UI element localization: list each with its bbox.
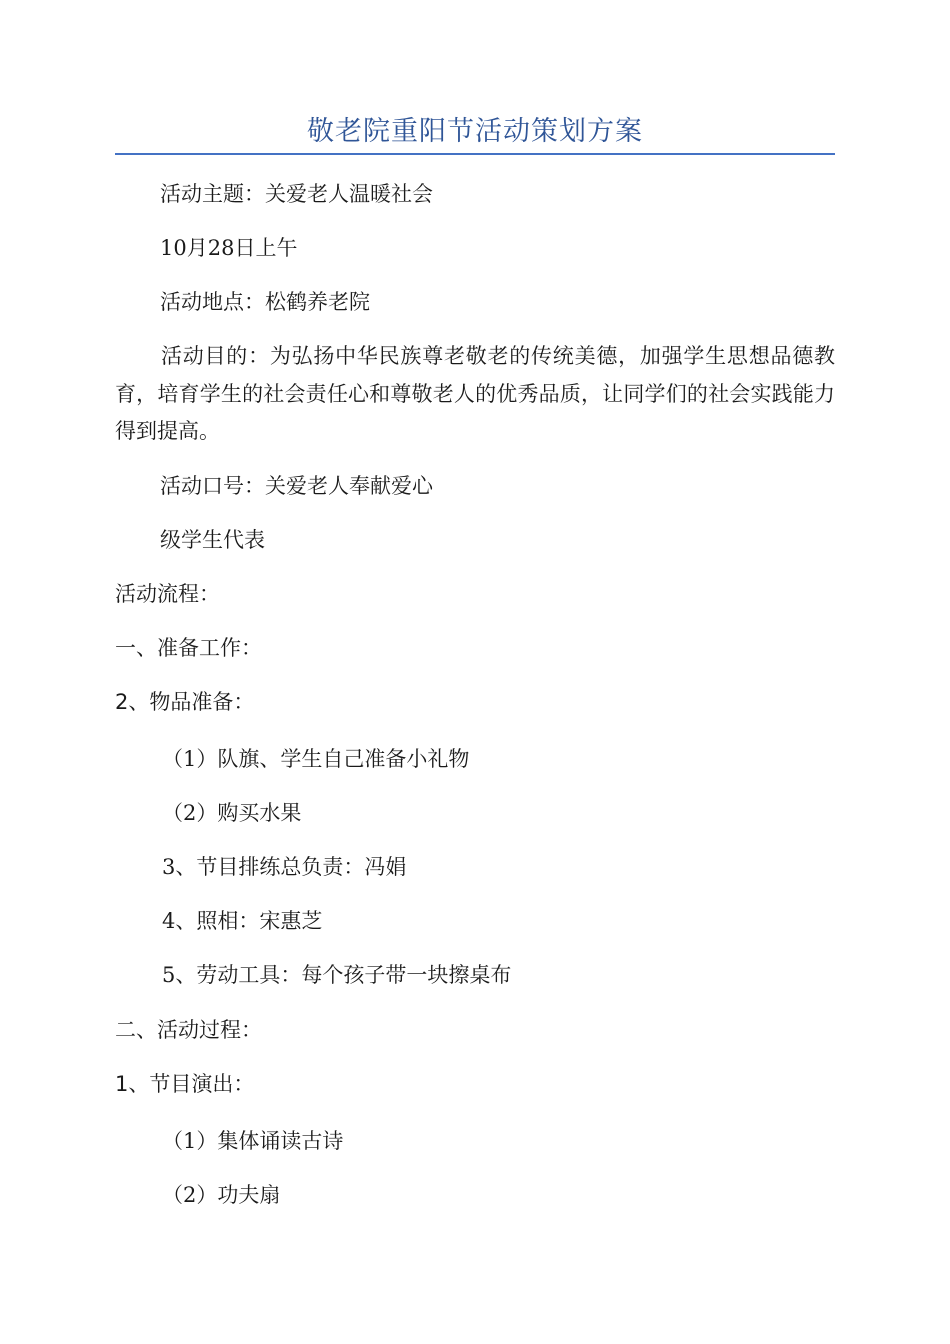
activity-slogan: 活动口号：关爱老人奉献爱心 — [160, 474, 433, 498]
activity-location: 活动地点：松鹤养老院 — [160, 290, 370, 314]
prep-item-5: 5、劳动工具：每个孩子带一块擦桌布 — [162, 963, 512, 987]
participants: 级学生代表 — [160, 528, 265, 552]
activity-date: 10月28日上午 — [160, 236, 298, 260]
process-heading: 活动流程： — [115, 582, 220, 606]
prep-item-2: （2）购买水果 — [162, 801, 302, 825]
items-heading — [115, 684, 254, 720]
prep-item-4: 4、照相：宋惠芝 — [162, 909, 323, 933]
activity-theme: 活动主题：关爱老人温暖社会 — [160, 182, 433, 206]
show-item-1: （1）集体诵读古诗 — [162, 1129, 344, 1153]
show-heading — [115, 1066, 254, 1102]
activity-purpose: 活动目的：为弘扬中华民族尊老敬老的传统美德，加强学生思想品德教育，培育学生的社会责任心和尊敬老人的优秀品质，让同学们的社会实践能力得到提高。 — [115, 344, 835, 443]
items-heading-text: 、物品准备： — [128, 690, 255, 714]
show-item-2: （2）功夫扇 — [162, 1183, 281, 1207]
title-underline — [115, 153, 835, 155]
prep-item-1: （1）队旗、学生自己准备小礼物 — [162, 747, 470, 771]
prep-item-3: 3、节目排练总负责：冯娟 — [162, 855, 407, 879]
show-heading-number: 1 — [115, 1072, 129, 1096]
activity-process-heading: 二、活动过程： — [115, 1018, 262, 1042]
prep-heading: 一、准备工作： — [115, 636, 262, 660]
items-heading-number: 2 — [115, 690, 129, 714]
document-title: 敬老院重阳节活动策划方案 — [307, 116, 643, 147]
show-heading-text: 、节目演出： — [128, 1072, 255, 1096]
